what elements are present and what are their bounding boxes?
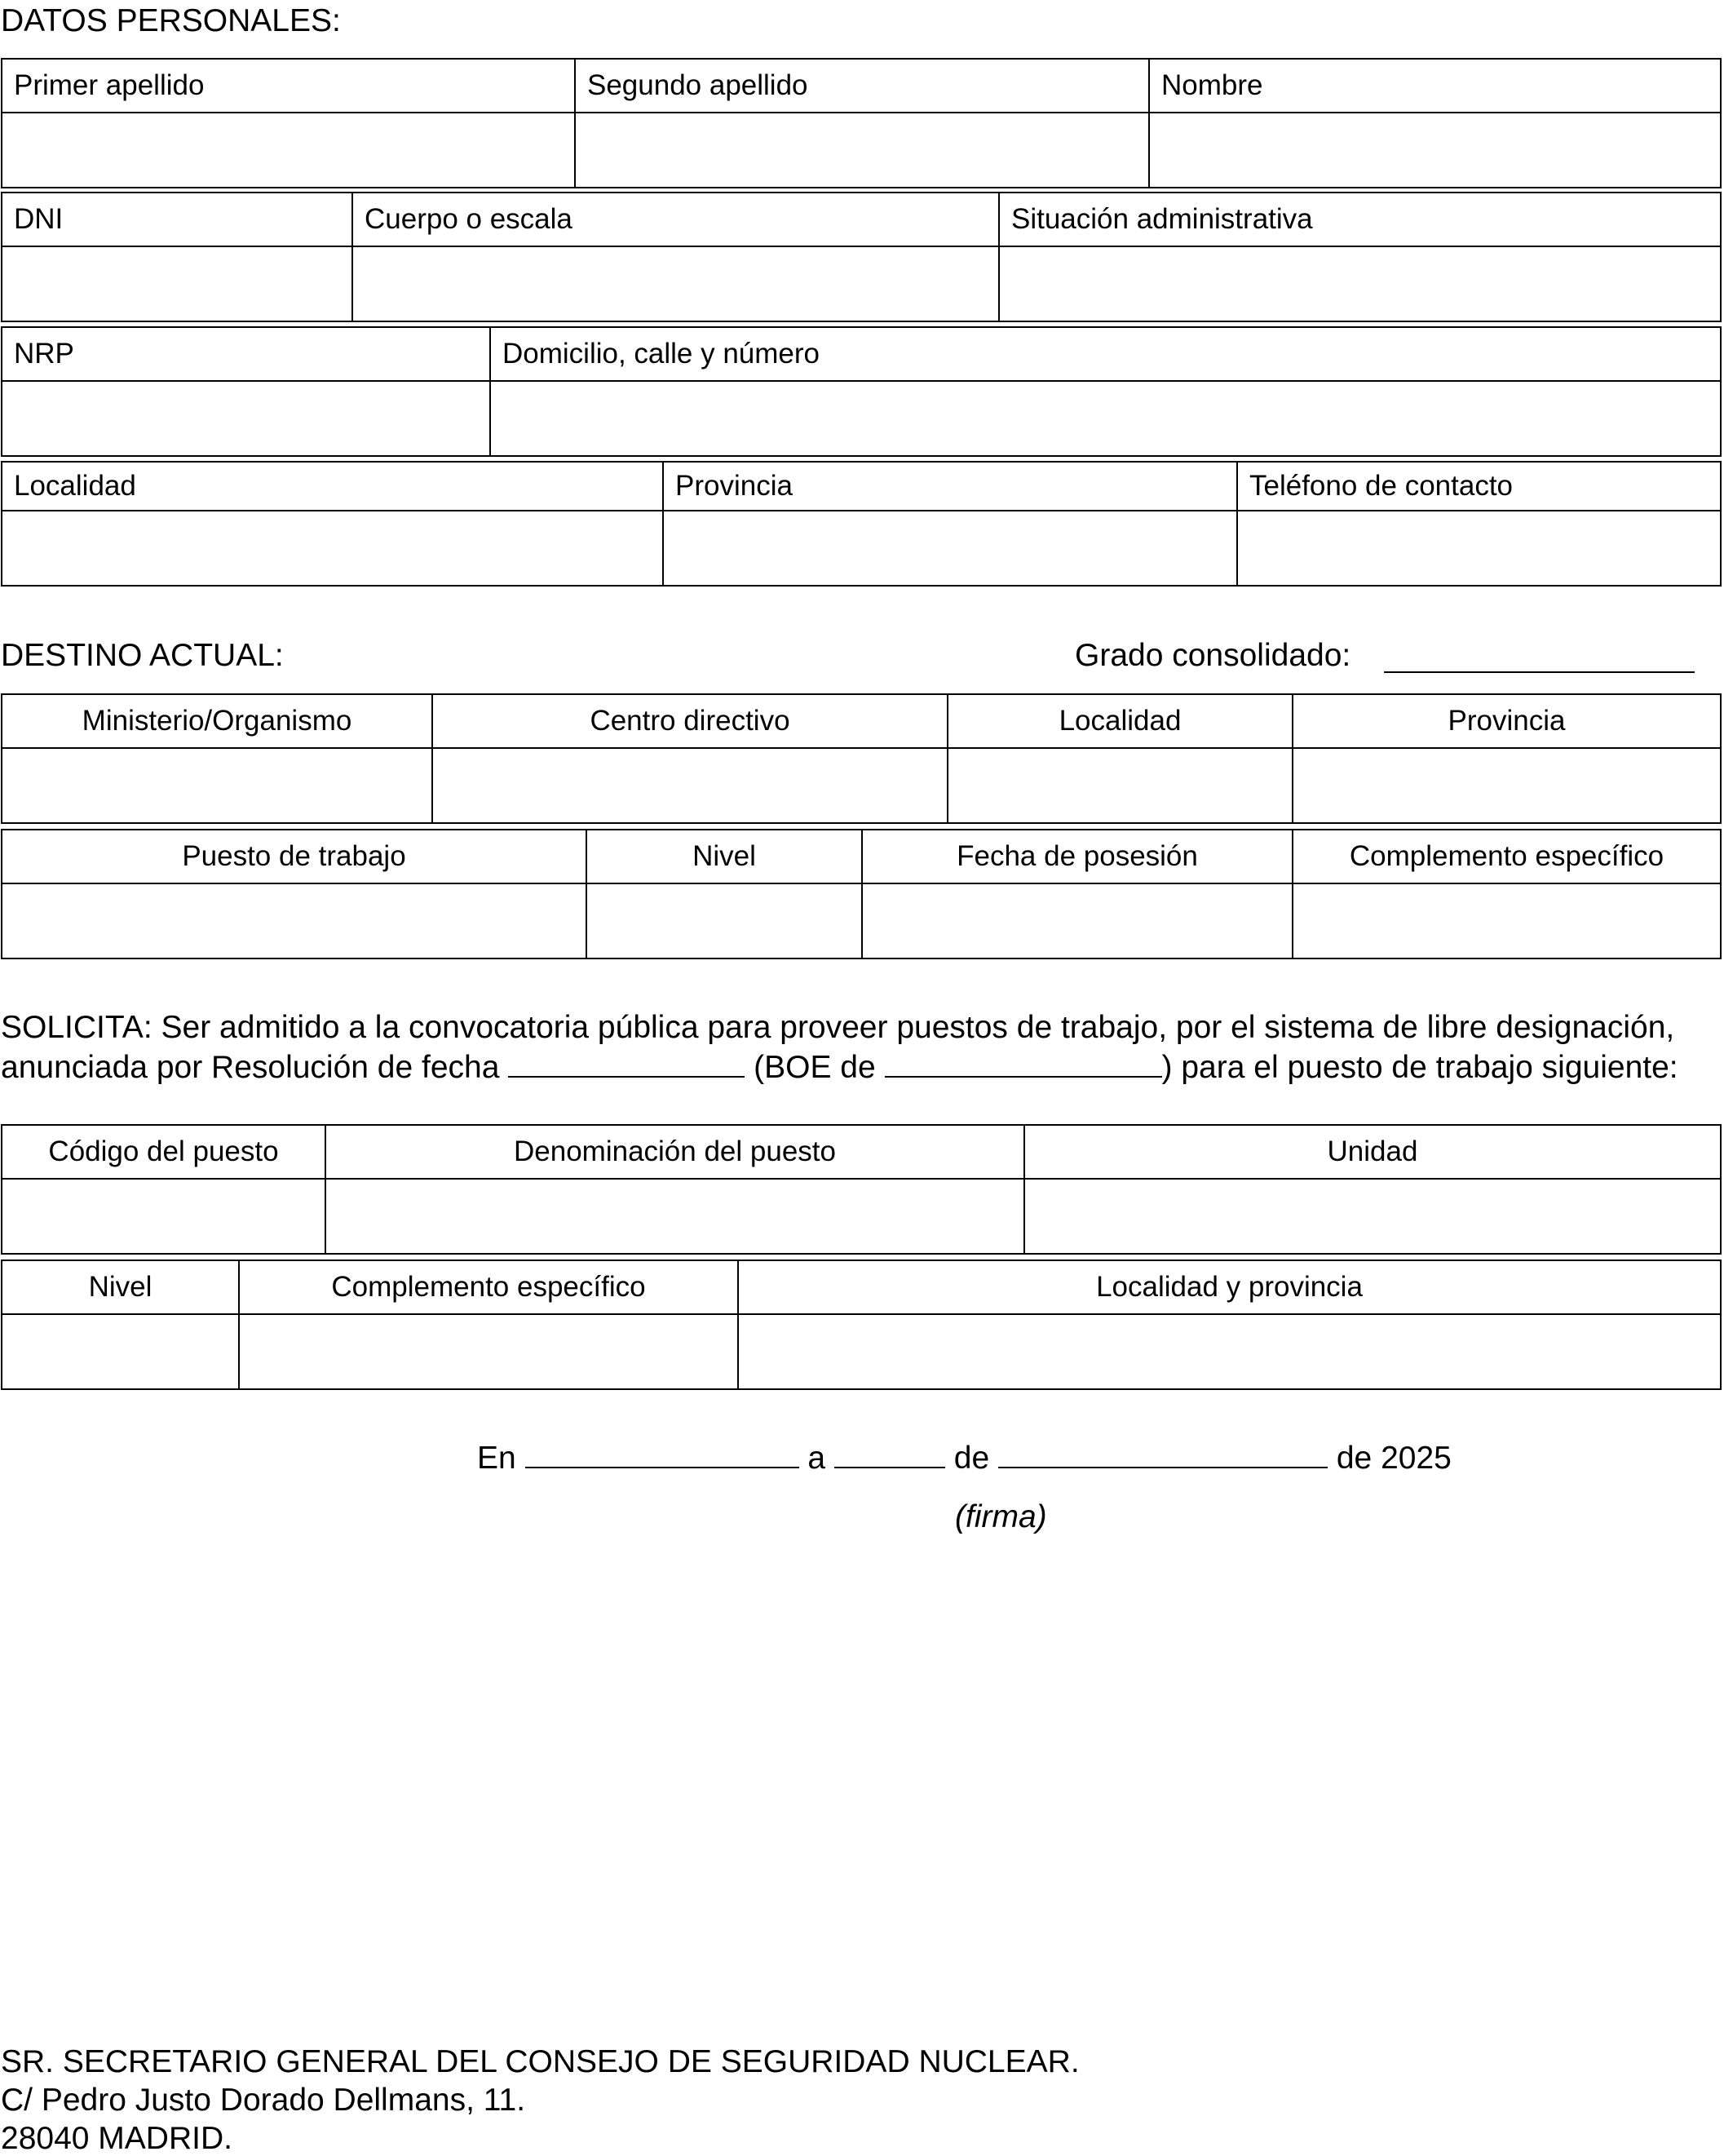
field-telefono[interactable] (1237, 511, 1721, 586)
field-situacion-administrativa[interactable] (999, 246, 1721, 321)
solicita-puesto-text: ) para el puesto de trabajo siguiente: (1161, 1050, 1678, 1085)
grado-consolidado-label: Grado consolidado: (1075, 638, 1351, 673)
label-nombre: Nombre (1149, 59, 1721, 113)
date-a-text: a (807, 1441, 826, 1476)
personal-row-1 (1, 58, 1722, 188)
field-cuerpo-escala[interactable] (352, 246, 999, 321)
label-puesto-complemento: Complemento específico (239, 1260, 738, 1314)
field-puesto-trabajo[interactable] (2, 883, 586, 958)
field-localidad-provincia[interactable] (738, 1314, 1721, 1389)
destino-row-2 (1, 829, 1722, 959)
date-de-text: de (953, 1441, 990, 1476)
label-puesto-nivel: Nivel (2, 1260, 239, 1314)
field-denominacion-puesto[interactable] (325, 1179, 1024, 1254)
grado-consolidado-field[interactable] (1384, 641, 1695, 673)
label-cuerpo-escala: Cuerpo o escala (352, 193, 999, 246)
puesto-row-1 (1, 1124, 1722, 1255)
label-nrp: NRP (2, 327, 490, 381)
label-puesto-trabajo: Puesto de trabajo (2, 830, 586, 883)
label-codigo-puesto: Código del puesto (2, 1125, 325, 1179)
personal-row-4 (1, 461, 1722, 587)
label-destino-complemento: Complemento específico (1293, 830, 1721, 883)
field-nrp[interactable] (2, 381, 490, 456)
solicita-boe-text: (BOE de (754, 1050, 876, 1085)
firma-label: (firma) (955, 1499, 1047, 1534)
label-provincia: Provincia (663, 462, 1237, 511)
label-destino-nivel: Nivel (586, 830, 862, 883)
label-fecha-posesion: Fecha de posesión (862, 830, 1293, 883)
label-denominacion-puesto: Denominación del puesto (325, 1125, 1024, 1179)
label-destino-localidad: Localidad (948, 694, 1293, 748)
field-puesto-complemento[interactable] (239, 1314, 738, 1389)
label-primer-apellido: Primer apellido (2, 59, 575, 113)
personal-data-title: DATOS PERSONALES: (1, 3, 341, 38)
label-localidad: Localidad (2, 462, 663, 511)
field-fecha-posesion[interactable] (862, 883, 1293, 958)
personal-row-3 (1, 326, 1722, 457)
destino-row-1 (1, 693, 1722, 824)
field-ministerio-organismo[interactable] (2, 748, 432, 823)
label-unidad: Unidad (1024, 1125, 1721, 1179)
puesto-row-2 (1, 1260, 1722, 1390)
label-destino-provincia: Provincia (1293, 694, 1721, 748)
date-year-text: de 2025 (1336, 1441, 1452, 1476)
field-destino-provincia[interactable] (1293, 748, 1721, 823)
field-destino-nivel[interactable] (586, 883, 862, 958)
field-primer-apellido[interactable] (2, 113, 575, 188)
address-line-3: 28040 MADRID. (1, 2121, 232, 2156)
field-codigo-puesto[interactable] (2, 1179, 325, 1254)
field-domicilio[interactable] (490, 381, 1721, 456)
field-localidad[interactable] (2, 511, 663, 586)
field-provincia[interactable] (663, 511, 1237, 586)
field-unidad[interactable] (1024, 1179, 1721, 1254)
date-month-field[interactable] (998, 1441, 1328, 1468)
fecha-resolucion-field[interactable] (508, 1050, 745, 1078)
field-destino-complemento[interactable] (1293, 883, 1721, 958)
solicita-resolucion-text: anunciada por Resolución de fecha (1, 1050, 500, 1085)
label-segundo-apellido: Segundo apellido (575, 59, 1149, 113)
field-destino-localidad[interactable] (948, 748, 1293, 823)
field-dni[interactable] (2, 246, 352, 321)
destino-actual-title: DESTINO ACTUAL: (1, 638, 284, 673)
personal-row-2 (1, 192, 1722, 322)
label-localidad-provincia: Localidad y provincia (738, 1260, 1721, 1314)
address-line-2: C/ Pedro Justo Dorado Dellmans, 11. (1, 2083, 526, 2118)
date-en-text: En (477, 1441, 516, 1476)
label-dni: DNI (2, 193, 352, 246)
solicita-line-1: SOLICITA: Ser admitido a la convocatoria pública para proveer puestos de trabajo, por el sistema de libre designación, (1, 1010, 1675, 1045)
label-telefono: Teléfono de contacto (1237, 462, 1721, 511)
field-nombre[interactable] (1149, 113, 1721, 188)
label-ministerio-organismo: Ministerio/Organismo (2, 694, 432, 748)
label-domicilio: Domicilio, calle y número (490, 327, 1721, 381)
field-puesto-nivel[interactable] (2, 1314, 239, 1389)
field-segundo-apellido[interactable] (575, 113, 1149, 188)
date-day-field[interactable] (834, 1441, 945, 1468)
field-centro-directivo[interactable] (432, 748, 948, 823)
signature-date-line (477, 1441, 1452, 1474)
address-line-1: SR. SECRETARIO GENERAL DEL CONSEJO DE SEGURIDAD NUCLEAR. (1, 2044, 1080, 2079)
date-place-field[interactable] (525, 1441, 799, 1468)
solicita-line-2 (1, 1050, 1678, 1083)
fecha-boe-field[interactable] (885, 1050, 1162, 1078)
label-centro-directivo: Centro directivo (432, 694, 948, 748)
label-situacion-administrativa: Situación administrativa (999, 193, 1721, 246)
